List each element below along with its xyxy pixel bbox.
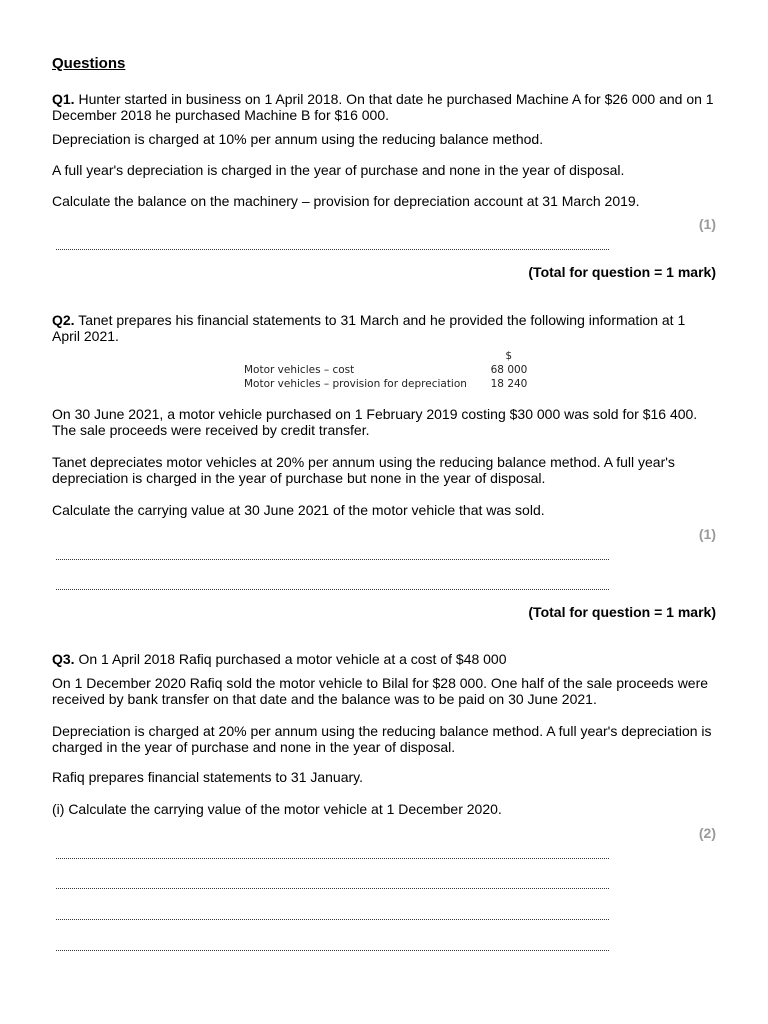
q2-row-value: 68 000 — [490, 364, 528, 376]
q1-depreciation-text: Depreciation is charged at 10% per annum using the reducing balance method. — [52, 131, 544, 147]
q3-year-end-text: Rafiq prepares financial statements to 31 January. — [52, 769, 364, 785]
q3-sale-text: On 1 December 2020 Rafiq sold the motor vehicle to Bilal for $28 000. One half of the sale proceeds were received by bank transfer on that date and the balance was to be paid on 30 June 2021. — [52, 675, 709, 707]
q1-task-text: Calculate the balance on the machinery – provision for depreciation account at 31 March 2019. — [52, 193, 640, 209]
q2-total: (Total for question = 1 mark) — [528, 604, 716, 620]
q2-task-text: Calculate the carrying value at 30 June 2021 of the motor vehicle that was sold. — [52, 502, 545, 518]
q2-answer-line[interactable] — [56, 559, 609, 560]
q2-row-label: Motor vehicles – cost — [244, 364, 355, 376]
q2-table-currency: $ — [505, 350, 512, 362]
q1-marks: (1) — [698, 216, 716, 232]
q3-intro-text: On 1 April 2018 Rafiq purchased a motor vehicle at a cost of $48 000 — [78, 651, 507, 667]
q1-label: Q1. — [52, 91, 75, 107]
q2-marks: (1) — [698, 526, 716, 542]
table-row — [244, 363, 529, 377]
q2-table-header — [244, 349, 529, 363]
q3-answer-line[interactable] — [56, 919, 609, 920]
q3-answer-line[interactable] — [56, 858, 609, 859]
q2-row-value: 18 240 — [490, 378, 528, 390]
q1-intro — [52, 91, 716, 123]
q1-intro-text: Hunter started in business on 1 April 2018. On that date he purchased Machine A for $26 000 and on 1 December 2018 he purchased Machine B for $16 000. — [52, 91, 714, 123]
q3-marks: (2) — [698, 825, 716, 841]
table-row — [244, 377, 529, 391]
q3-answer-line[interactable] — [56, 888, 609, 889]
q2-row-label: Motor vehicles – provision for depreciation — [244, 378, 467, 390]
q1-policy-text: A full year's depreciation is charged in the year of purchase and none in the year of disposal. — [52, 162, 625, 178]
q2-sale-text: On 30 June 2021, a motor vehicle purchased on 1 February 2019 costing $30 000 was sold for $16 400. The sale proceeds were received by credit transfer. — [52, 406, 698, 438]
q3-task-text: (i) Calculate the carrying value of the motor vehicle at 1 December 2020. — [52, 801, 502, 817]
page-heading: Questions — [52, 55, 126, 72]
q3-intro — [52, 651, 716, 667]
q3-answer-line[interactable] — [56, 950, 609, 951]
q2-label: Q2. — [52, 312, 75, 328]
q2-answer-line[interactable] — [56, 589, 609, 590]
q2-info-table — [244, 349, 529, 391]
q3-label: Q3. — [52, 651, 75, 667]
q1-answer-line[interactable] — [56, 249, 609, 250]
q2-intro — [52, 312, 716, 344]
q1-total: (Total for question = 1 mark) — [528, 264, 716, 280]
q2-intro-text: Tanet prepares his financial statements to 31 March and he provided the following information at 1 April 2021. — [52, 312, 686, 344]
q2-policy-text: Tanet depreciates motor vehicles at 20% per annum using the reducing balance method. A full year's depreciation is charged in the year of purchase but none in the year of disposal. — [52, 454, 675, 486]
q3-policy-text: Depreciation is charged at 20% per annum using the reducing balance method. A full year's depreciation is charged in the year of purchase and none in the year of disposal. — [52, 723, 712, 755]
